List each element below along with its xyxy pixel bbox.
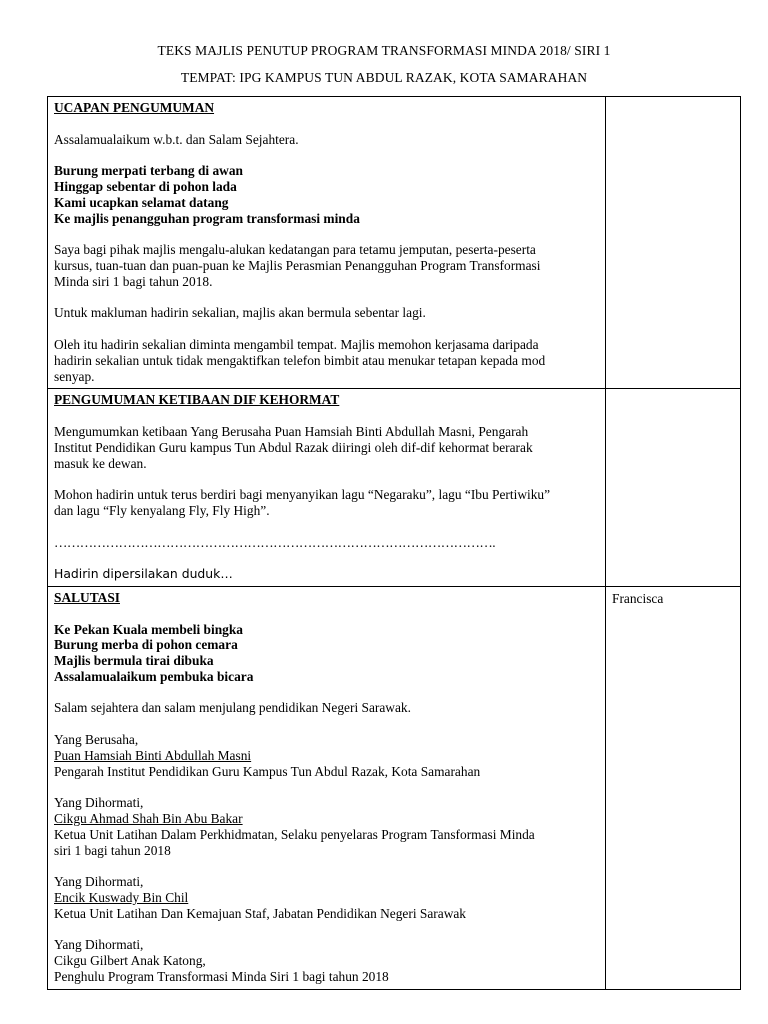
section-content: [48, 97, 606, 389]
paragraph-line: Oleh itu hadirin sekalian diminta mengambil tempat. Majlis memohon kerjasama daripada: [54, 336, 539, 352]
section-side-cell: Francisca: [606, 586, 741, 989]
paragraph-line: Saya bagi pihak majlis mengalu-alukan kedatangan para tetamu jemputan, peserta-peserta: [54, 242, 536, 258]
guest-name: Cikgu Gilbert Anak Katong,: [54, 953, 206, 969]
paragraph-line: masuk ke dewan.: [54, 455, 147, 471]
pantun-line: Burung merpati terbang di awan: [54, 163, 243, 179]
guest-honorific: Yang Dihormati,: [54, 937, 144, 953]
document-venue: TEMPAT: IPG KAMPUS TUN ABDUL RAZAK, KOTA SAMARAHAN: [180, 70, 588, 85]
section-content: [48, 389, 606, 587]
guest-honorific: Yang Dihormati,: [54, 795, 144, 811]
guest-honorific: Yang Dihormati,: [54, 874, 144, 890]
dotted-line: ………………………………………………………………………………………….: [54, 534, 496, 550]
paragraph-line: kursus, tuan-tuan dan puan-puan ke Majlis Perasmian Penangguhan Program Transformasi: [54, 257, 541, 273]
section-row-ketibaan: [48, 389, 741, 587]
section-row-salutasi: [48, 586, 741, 989]
pantun-line: Assalamualaikum pembuka bicara: [54, 668, 254, 684]
document-title: TEKS MAJLIS PENUTUP PROGRAM TRANSFORMASI MINDA 2018/ SIRI 1: [157, 43, 611, 58]
seated-instruction: Hadirin dipersilakan duduk…: [54, 566, 233, 582]
paragraph-line: senyap.: [54, 368, 95, 384]
section-side-cell: [606, 97, 741, 389]
guest-role: siri 1 bagi tahun 2018: [54, 842, 171, 858]
guest-role: Ketua Unit Latihan Dan Kemajuan Staf, Jabatan Pendidikan Negeri Sarawak: [54, 905, 466, 921]
section-title: SALUTASI: [54, 589, 120, 605]
paragraph-line: hadirin sekalian untuk tidak mengaktifkan telefon bimbit atau menukar tetapan kepada mod: [54, 352, 546, 368]
section-content: [48, 586, 606, 989]
pantun-line: Majlis bermula tirai dibuka: [54, 653, 214, 669]
paragraph-line: Untuk makluman hadirin sekalian, majlis akan bermula sebentar lagi.: [54, 305, 426, 321]
pantun-line: Hinggap sebentar di pohon lada: [54, 178, 237, 194]
guest-name: Puan Hamsiah Binti Abdullah Masni: [54, 747, 252, 763]
pantun-line: Ke Pekan Kuala membeli bingka: [54, 621, 243, 637]
section-side-cell: [606, 389, 741, 587]
pantun-line: Ke majlis penangguhan program transformasi minda: [54, 210, 360, 226]
guest-name: Cikgu Ahmad Shah Bin Abu Bakar: [54, 811, 243, 827]
section-title: PENGUMUMAN KETIBAAN DIF KEHORMAT: [54, 392, 340, 408]
guest-honorific: Yang Berusaha,: [54, 732, 139, 748]
section-row-ucapan: [48, 97, 741, 389]
guest-role: Ketua Unit Latihan Dalam Perkhidmatan, Selaku penyelaras Program Tansformasi Minda: [54, 826, 535, 842]
paragraph-line: Mengumumkan ketibaan Yang Berusaha Puan Hamsiah Binti Abdullah Masni, Pengarah: [54, 423, 529, 439]
guest-role: Penghulu Program Transformasi Minda Siri 1 bagi tahun 2018: [54, 969, 389, 985]
pantun-line: Kami ucapkan selamat datang: [54, 194, 229, 210]
pantun-line: Burung merba di pohon cemara: [54, 637, 238, 653]
guest-name: Encik Kuswady Bin Chil: [54, 890, 189, 906]
paragraph-line: dan lagu “Fly kenyalang Fly, Fly High”.: [54, 502, 270, 518]
greeting-text: Assalamualaikum w.b.t. dan Salam Sejahtera.: [54, 131, 299, 147]
greeting-text: Salam sejahtera dan salam menjulang pendidikan Negeri Sarawak.: [54, 700, 411, 716]
paragraph-line: Minda siri 1 bagi tahun 2018.: [54, 273, 213, 289]
paragraph-line: Institut Pendidikan Guru kampus Tun Abdul Razak diiringi oleh dif-dif kehormat berarak: [54, 439, 533, 455]
script-table: [47, 96, 741, 990]
paragraph-line: Mohon hadirin untuk terus berdiri bagi menyanyikan lagu “Negaraku”, lagu “Ibu Pertiwiku”: [54, 487, 551, 503]
section-title: UCAPAN PENGUMUMAN: [54, 100, 215, 115]
guest-role: Pengarah Institut Pendidikan Guru Kampus Tun Abdul Razak, Kota Samarahan: [54, 763, 481, 779]
